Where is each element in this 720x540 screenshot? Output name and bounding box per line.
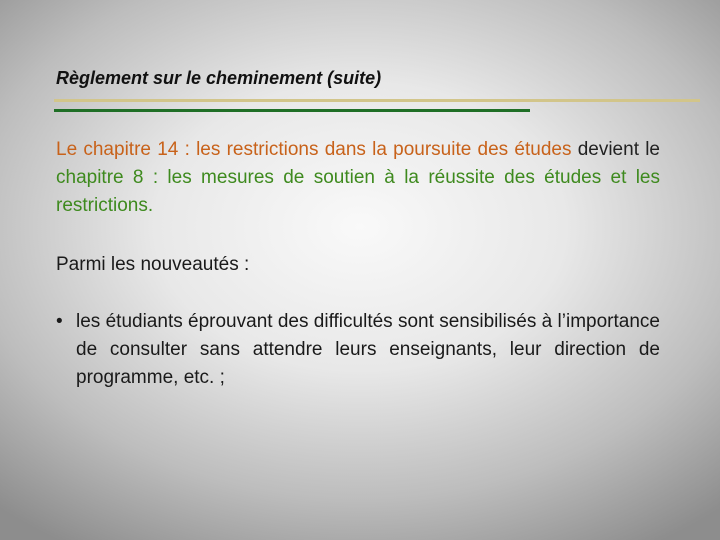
intro-paragraph	[56, 136, 660, 220]
title-underline-gold	[54, 99, 700, 102]
intro-chapter-8: chapitre 8 : les mesures de soutien à la réussite des études et les restrictions.	[56, 167, 660, 216]
title-underline-green	[54, 109, 530, 112]
bullet-text: les étudiants éprouvant des difficultés sont sensibilisés à l’importance de consulter sans attendre leurs enseignants, leur direction de programme, etc. ;	[76, 311, 660, 388]
intro-chapter-14: Le chapitre 14 : les restrictions dans la poursuite des études	[56, 139, 572, 160]
bullet-marker: •	[56, 311, 63, 332]
subheading: Parmi les nouveautés :	[56, 254, 250, 275]
bullet-item	[56, 308, 660, 392]
bullet-list	[56, 308, 660, 392]
slide-title: Règlement sur le cheminement (suite)	[56, 68, 382, 88]
intro-connector: devient le	[571, 139, 660, 160]
